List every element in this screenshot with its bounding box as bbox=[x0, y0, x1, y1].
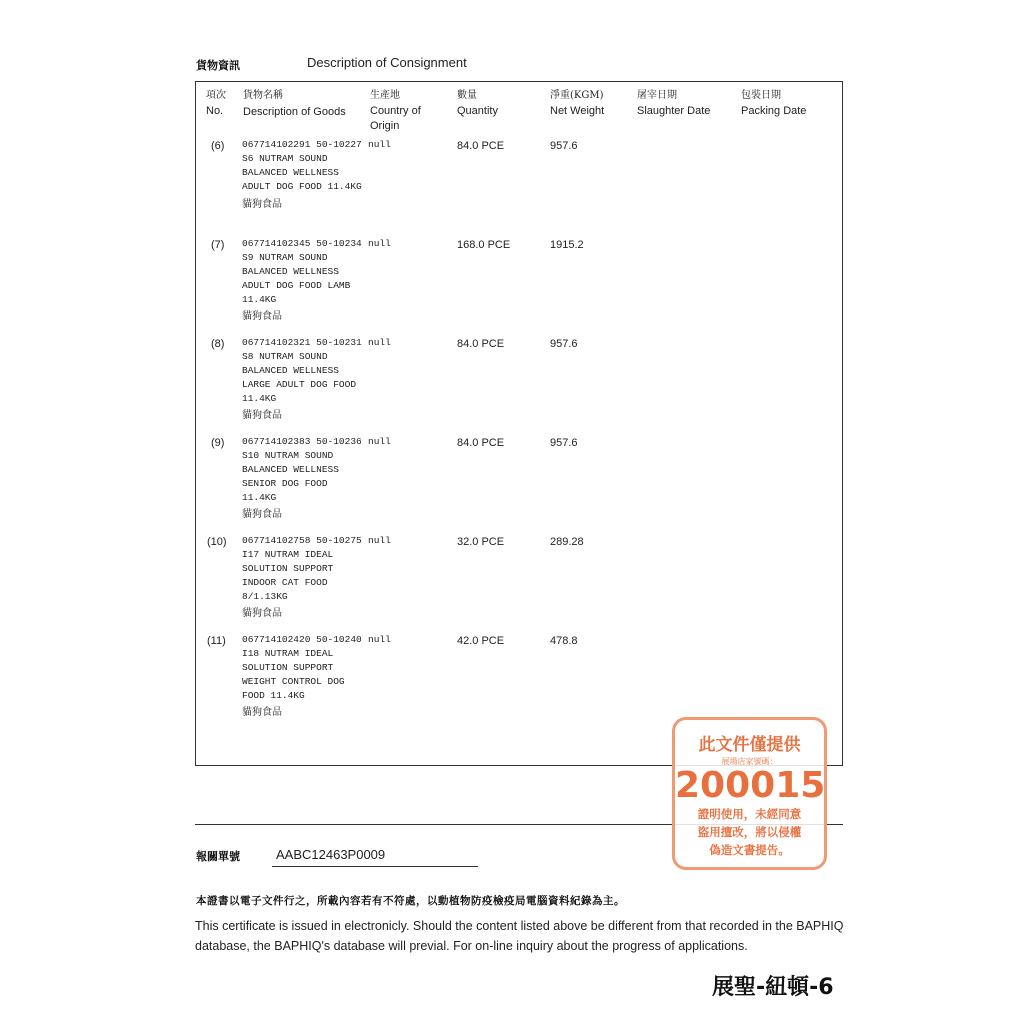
row-goods: 067714102345 50-10234 S9 NUTRAM SOUND BALANCED WELLNESS ADULT DOG FOOD LAMB 11.4KG bbox=[242, 238, 362, 305]
row-origin: null bbox=[368, 139, 391, 150]
row-goods: 067714102420 50-10240 I18 NUTRAM IDEAL SOLUTION SUPPORT WEIGHT CONTROL DOG FOOD 11.4KG bbox=[242, 634, 362, 701]
row-goods-cn: 貓狗食品 bbox=[242, 608, 282, 619]
header-quantity-cn: 數量 bbox=[457, 90, 477, 101]
header-weight bbox=[550, 86, 604, 119]
row-origin: null bbox=[368, 337, 391, 348]
header-goods-en: Description of Goods bbox=[243, 106, 346, 118]
row-no: (8) bbox=[211, 338, 225, 350]
header-packing-cn: 包裝日期 bbox=[741, 90, 781, 101]
header-slaughter-en: Slaughter Date bbox=[637, 105, 711, 117]
row-origin: null bbox=[368, 436, 391, 447]
watermark-stamp bbox=[672, 717, 827, 870]
stamp-line3: 證明使用，未經同意 bbox=[697, 807, 802, 821]
declaration-en: This certificate is issued in electronicly. Should the content listed above be different from that recorded in the BAPHIQ database, the BAPHIQ's database will previal. For on-line inquiry about the progress of applications. bbox=[195, 919, 844, 953]
row-goods: 067714102758 50-10275 I17 NUTRAM IDEAL SOLUTION SUPPORT INDOOR CAT FOOD 8/1.13KG bbox=[242, 535, 362, 602]
row-no: (9) bbox=[211, 437, 225, 449]
row-goods-cn: 貓狗食品 bbox=[242, 509, 282, 520]
row-quantity: 168.0 PCE bbox=[457, 239, 511, 251]
row-weight: 957.6 bbox=[550, 437, 578, 449]
row-weight: 478.8 bbox=[550, 635, 578, 647]
header-origin-en: Country of bbox=[370, 105, 421, 117]
customs-underline bbox=[272, 866, 478, 867]
row-goods: 067714102383 50-10236 S10 NUTRAM SOUND BALANCED WELLNESS SENIOR DOG FOOD 11.4KG bbox=[242, 436, 362, 503]
customs-number: AABC12463P0009 bbox=[276, 847, 386, 862]
row-no: (7) bbox=[211, 239, 225, 251]
declaration-cn: 本證書以電子文件行之，所載內容若有不符處，以動植物防疫檢疫局電腦資料紀錄為主。 bbox=[196, 895, 625, 907]
section-title-cn: 貨物資訊 bbox=[196, 59, 240, 72]
row-quantity: 84.0 PCE bbox=[457, 338, 505, 350]
header-no-cn: 項次 bbox=[206, 90, 226, 101]
row-goods-cn: 貓狗食品 bbox=[242, 410, 282, 421]
row-no: (6) bbox=[211, 140, 225, 152]
row-weight: 289.28 bbox=[550, 536, 584, 548]
header-origin-cn: 生產地 bbox=[370, 90, 400, 101]
row-origin: null bbox=[368, 535, 391, 546]
header-weight-cn: 淨重(KGM) bbox=[550, 90, 604, 101]
row-goods: 067714102321 50-10231 S8 NUTRAM SOUND BALANCED WELLNESS LARGE ADULT DOG FOOD 11.4KG bbox=[242, 337, 362, 404]
header-slaughter bbox=[637, 86, 710, 119]
row-quantity: 84.0 PCE bbox=[457, 437, 505, 449]
row-weight: 1915.2 bbox=[550, 239, 584, 251]
header-goods bbox=[243, 86, 346, 120]
row-quantity: 32.0 PCE bbox=[457, 536, 505, 548]
row-quantity: 84.0 PCE bbox=[457, 140, 505, 152]
header-no bbox=[206, 86, 226, 119]
row-goods-cn: 貓狗食品 bbox=[242, 199, 282, 210]
stamp-line2: 展場店家號碼： bbox=[721, 757, 778, 766]
row-weight: 957.6 bbox=[550, 140, 578, 152]
header-packing-en: Packing Date bbox=[741, 105, 807, 117]
header-origin bbox=[370, 86, 421, 134]
header-quantity-en: Quantity bbox=[457, 105, 498, 117]
footer-tag: 展聖-紐頓-6 bbox=[712, 975, 834, 1000]
row-no: (11) bbox=[207, 635, 226, 647]
customs-label: 報關單號 bbox=[196, 850, 240, 863]
stamp-line1: 此文件僅提供 bbox=[698, 735, 801, 755]
stamp-line5: 偽造文書提告。 bbox=[709, 843, 790, 857]
row-no: (10) bbox=[207, 536, 227, 548]
row-goods-cn: 貓狗食品 bbox=[242, 707, 282, 718]
header-weight-en: Net Weight bbox=[550, 105, 605, 117]
header-origin-en2: Origin bbox=[370, 120, 400, 132]
row-origin: null bbox=[368, 238, 391, 249]
row-quantity: 42.0 PCE bbox=[457, 635, 505, 647]
row-goods-cn: 貓狗食品 bbox=[242, 311, 282, 322]
header-slaughter-cn: 屠宰日期 bbox=[637, 90, 677, 101]
header-no-en: No. bbox=[206, 105, 224, 117]
header-quantity bbox=[457, 86, 498, 119]
row-weight: 957.6 bbox=[550, 338, 578, 350]
header-goods-cn: 貨物名稱 bbox=[243, 90, 283, 101]
row-goods: 067714102291 50-10227 S6 NUTRAM SOUND BALANCED WELLNESS ADULT DOG FOOD 11.4KG bbox=[242, 139, 362, 192]
row-origin: null bbox=[368, 634, 391, 645]
header-packing bbox=[741, 86, 806, 119]
stamp-line4: 盜用擅改，將以侵權 bbox=[697, 825, 802, 839]
stamp-number: 200015 bbox=[675, 765, 826, 806]
section-title-en: Description of Consignment bbox=[307, 55, 467, 70]
